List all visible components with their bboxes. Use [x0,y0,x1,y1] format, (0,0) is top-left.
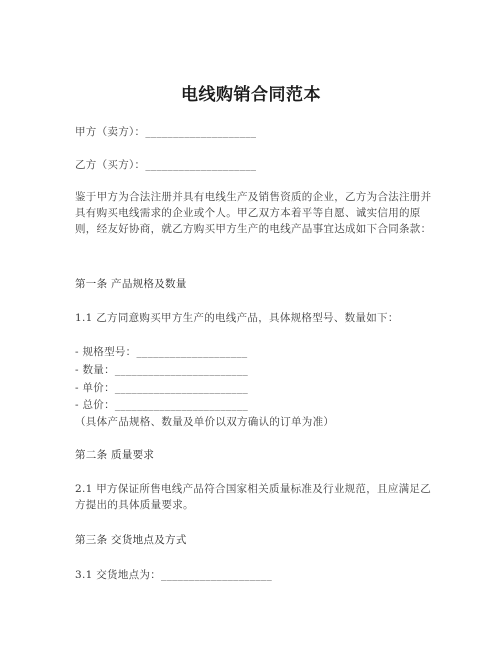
article-3-1-text: 3.1 交货地点为：____________________ [75,569,273,581]
spec-model-item: - 规格型号：____________________ [75,346,248,358]
intro-paragraph: 鉴于甲方为合法注册并具有电线生产及销售资质的企业，乙方为合法注册并具有购买电线需求的企业或个人。甲乙双方本着平等自愿、诚实信用的原则，经友好协商，就乙方购买甲方生产的电线产品事宜达成如下合同条款： [75,191,432,235]
document-title: 电线购销合同范本 [181,85,321,105]
article-2-heading: 第二条 质量要求 [75,449,155,461]
article-2-1-text: 2.1 甲方保证所售电线产品符合国家相关质量标准及行业规范，且应满足乙方提出的具体质量要求。 [75,483,432,511]
unit-price-item: - 单价：________________________ [75,382,249,394]
article-1-1-text: 1.1 乙方同意购买甲方生产的电线产品，具体规格型号、数量如下： [75,312,399,324]
party-b-line: 乙方（买方）：____________________ [75,159,257,171]
article-1-heading: 第一条 产品规格及数量 [75,278,187,290]
article-3-heading: 第三条 交货地点及方式 [75,534,187,546]
quantity-item: - 数量：________________________ [75,364,249,376]
party-a-line: 甲方（卖方）：____________________ [75,126,257,138]
total-price-item: - 总价：________________________ [75,399,249,411]
spec-note: （具体产品规格、数量及单价以双方确认的订单为准） [75,416,335,428]
